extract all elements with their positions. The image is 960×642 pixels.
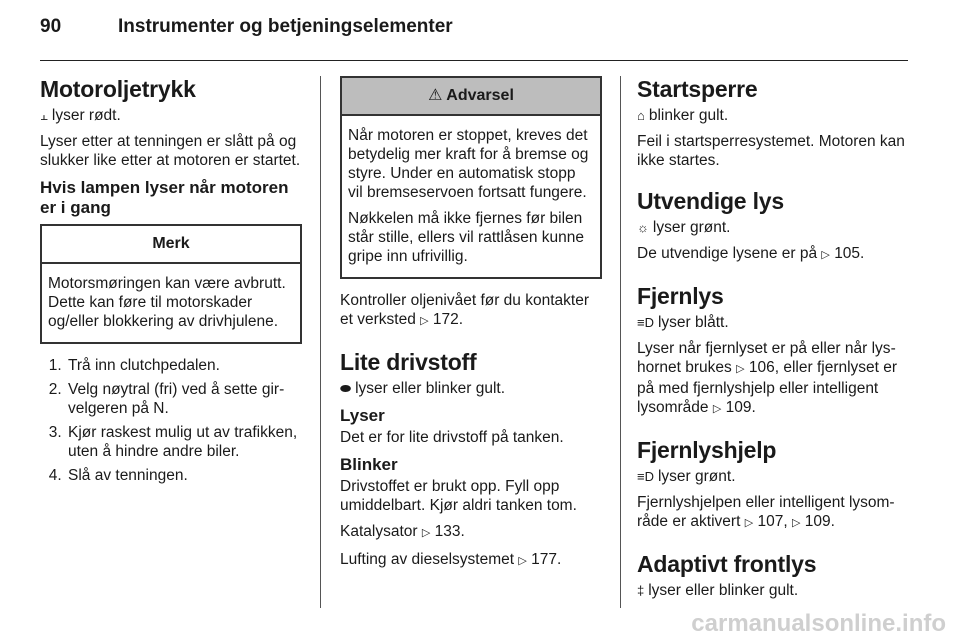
- steps-list: [40, 356, 302, 485]
- subheading-lamp-running: Hvis lampen lyser når motoren er i gang: [40, 178, 289, 217]
- section-heading-adaptive-light: Adaptivt frontlys: [637, 551, 817, 577]
- warning-box: [340, 76, 602, 279]
- column-3: [637, 76, 909, 607]
- header-rule: [40, 60, 908, 61]
- high-beam-text: Lyser når fjernlyset er på eller når lyshornet brukes ▷ 106, eller fjernlyset er på med fjernlyshjelp eller intelligent lysområde ▷ 109.: [637, 340, 898, 416]
- warning-triangle-icon: ⚠: [428, 87, 443, 104]
- reference-arrow-icon: ▷: [744, 517, 754, 529]
- list-item: 1. Trå inn clutchpedalen.: [66, 356, 302, 375]
- reference-arrow-icon: ▷: [821, 249, 830, 261]
- column-1: [40, 76, 302, 490]
- section-heading-high-beam: Fjernlys: [637, 283, 724, 309]
- check-oil-text: Kontroller oljenivået før du kontakter et verksted ▷ 172.: [340, 292, 589, 328]
- immobilizer-text: Feil i startsperresystemet. Motoren kan ikke startes.: [637, 133, 905, 169]
- assist-lamp-line: ≡D lyser grønt.: [637, 468, 736, 485]
- note-box: [40, 224, 302, 344]
- list-item: 2. Velg nøytral (fri) ved å sette girvelgeren på N.: [66, 380, 302, 418]
- list-item: 3. Kjør raskest mulig ut av trafikken, uten å hindre andre biler.: [66, 423, 302, 461]
- note-text: Motorsmøringen kan være avbrutt. Dette kan føre til motorskader og/eller blokkering av drivhjulene.: [48, 275, 286, 330]
- reference-arrow-icon: ▷: [518, 555, 527, 567]
- column-divider: [320, 76, 321, 608]
- exterior-text: De utvendige lysene er på ▷ 105.: [637, 245, 865, 262]
- lyser-text: Det er for lite drivstoff på tanken.: [340, 429, 564, 446]
- catalyst-ref: Katalysator ▷ 133.: [340, 523, 465, 540]
- section-heading-low-fuel: Lite drivstoff: [340, 349, 477, 375]
- column-divider: [620, 76, 621, 608]
- fuel-lamp-line: ⬬ lyser eller blinker gult.: [340, 380, 506, 397]
- warning-text-2: Nøkkelen må ikke fjernes før bilen står stille, ellers vil rattlåsen kunne gripe inn ufrivillig.: [348, 210, 585, 265]
- section-heading-oil-pressure: Motoroljetrykk: [40, 76, 196, 102]
- adaptive-lamp-line: ‡ lyser eller blinker gult.: [637, 582, 799, 599]
- high-beam-assist-icon: ≡D: [637, 469, 654, 484]
- exterior-lamp-line: ☼ lyser grønt.: [637, 219, 731, 236]
- reference-arrow-icon: ▷: [421, 527, 431, 539]
- immobilizer-lamp-line: ⌂ blinker gult.: [637, 107, 729, 124]
- warning-title: Advarsel: [446, 87, 514, 104]
- reference-arrow-icon: ▷: [736, 363, 745, 375]
- page-number: 90: [40, 16, 62, 37]
- adaptive-light-icon: ‡: [637, 583, 645, 598]
- warning-header: [342, 78, 600, 116]
- reference-arrow-icon: ▷: [791, 517, 801, 529]
- blinker-text: Drivstoffet er brukt opp. Fyll opp umiddelbart. Kjør aldri tanken tom.: [340, 478, 577, 514]
- column-2: [340, 76, 602, 578]
- chapter-title: Instrumenter og betjeningselementer: [118, 16, 453, 37]
- section-heading-high-beam-assist: Fjernlyshjelp: [637, 437, 777, 463]
- high-beam-lamp-line: ≡D lyser blått.: [637, 314, 729, 331]
- fuel-icon: ⬬: [340, 381, 352, 396]
- reference-arrow-icon: ▷: [420, 315, 429, 327]
- assist-text: Fjernlyshjelpen eller intelligent lysområde er aktivert ▷ 107, ▷ 109.: [637, 494, 895, 530]
- oil-intro: Lyser etter at tenningen er slått på og slukker like etter at motoren er startet.: [40, 133, 301, 169]
- reference-arrow-icon: ▷: [712, 403, 722, 415]
- note-title: Merk: [42, 226, 300, 264]
- subheading-blinker: Blinker: [340, 455, 398, 474]
- high-beam-icon: ≡D: [637, 315, 654, 330]
- immobilizer-icon: ⌂: [637, 108, 645, 123]
- watermark: carmanualsonline.info: [691, 610, 946, 637]
- oil-can-icon: ⫠: [40, 108, 48, 123]
- section-heading-immobilizer: Startsperre: [637, 76, 758, 102]
- section-heading-exterior-lights: Utvendige lys: [637, 188, 784, 214]
- diesel-bleed-ref: Lufting av dieselsystemet ▷ 177.: [340, 551, 562, 568]
- side-light-icon: ☼: [637, 220, 649, 235]
- list-item: 4. Slå av tenningen.: [66, 466, 302, 485]
- lamp-line: ⫠ lyser rødt.: [40, 107, 121, 124]
- subheading-lyser: Lyser: [340, 406, 385, 425]
- warning-text-1: Når motoren er stoppet, kreves det betydelig mer kraft for å bremse og styre. Under en automatisk stopp vil bremseservoen fortsatt fungere.: [348, 127, 589, 201]
